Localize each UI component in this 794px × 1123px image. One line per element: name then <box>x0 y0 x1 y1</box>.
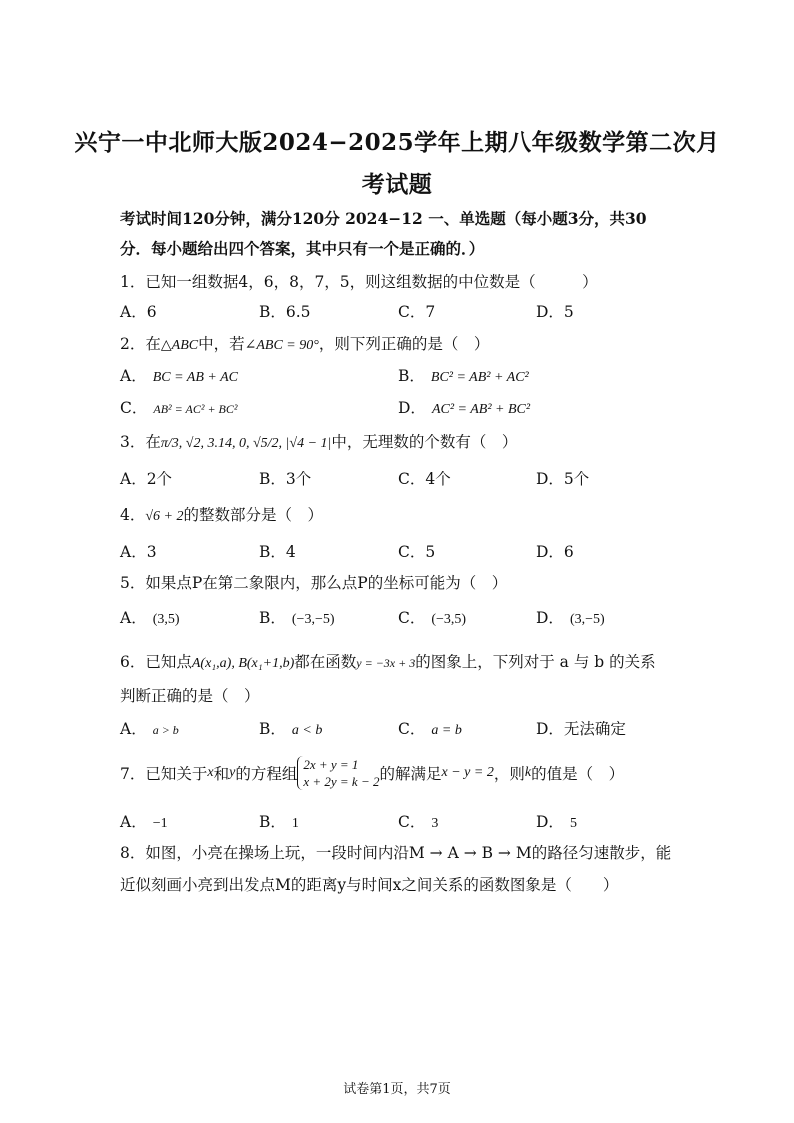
q3-stem-post: 中，无理数的个数有（ ） <box>331 433 518 451</box>
q1-option-a: A．6 <box>120 303 157 321</box>
q7-stem-math: x − y = 2 <box>441 765 494 780</box>
q6-stem-math-points: A(x₁,a), B(x₁+1,b) <box>191 656 295 671</box>
question-5-stem: 5．如果点P在第二象限内，那么点P的坐标可能为（ ） <box>120 574 508 592</box>
question-7-stem <box>120 753 624 793</box>
q5-option-d-label: D． <box>536 609 564 627</box>
q6-stem-pre: 6．已知点 <box>120 653 192 671</box>
q7-equation-system <box>297 756 379 790</box>
q3-stem-math: π/3, √2, 3.14, 0, √5/2, |√4 − 1| <box>160 436 332 451</box>
q5-option-a-label: A． <box>120 609 147 627</box>
q3-option-c: C．4个 <box>398 470 451 488</box>
q7-option-a-math: −1 <box>152 816 168 831</box>
q6-stem-mid: 都在函数 <box>294 653 357 671</box>
exam-title-line2: 考试题 <box>361 171 433 198</box>
q6-option-b-math: a < b <box>291 723 323 738</box>
exam-info-line2: 分．每小题给出四个答案，其中只有一个是正确的．） <box>120 239 485 258</box>
q4-option-b: B．4 <box>259 543 296 561</box>
q7-var-x: x <box>207 765 214 780</box>
q5-option-a-math: (3,5) <box>152 612 180 627</box>
q2-stem-post: ，则下列正确的是（ ） <box>318 335 490 353</box>
q7-option-d <box>536 810 577 832</box>
q2-stem-math-angle: ∠ABC = 90° <box>244 338 319 353</box>
question-3-stem <box>120 430 517 452</box>
q2-stem-mid: 中，若 <box>198 335 245 353</box>
q7-equation-2: x + 2y = k − 2 <box>303 774 380 789</box>
exam-info-line1: 考试时间120分钟，满分120分 2024−12 一、单选题（每小题3分，共30 <box>120 209 647 228</box>
q2-option-b-math: BC² = AB² + AC² <box>430 370 529 385</box>
q7-stem-pre: 7．已知关于 <box>120 765 208 783</box>
q6-option-a <box>120 717 179 739</box>
q5-option-d <box>536 606 605 628</box>
q6-stem-post: 的图象上，下列对于 a 与 b 的关系 <box>415 653 656 671</box>
q5-option-c <box>398 606 466 628</box>
q5-option-b <box>259 606 335 628</box>
q7-stem-post1: ，则 <box>493 765 525 783</box>
q4-stem-pre: 4． <box>120 506 146 524</box>
q7-stem-mid: 的解满足 <box>379 765 442 783</box>
q4-option-a: A．3 <box>120 543 157 561</box>
q7-option-a <box>120 810 168 832</box>
q7-option-c-math: 3 <box>431 816 439 831</box>
q5-option-c-label: C． <box>398 609 426 627</box>
q6-option-c-label: C． <box>398 720 426 738</box>
q2-stem-pre: 2．在 <box>120 335 161 353</box>
page-footer: 试卷第1页，共7页 <box>343 1082 451 1097</box>
q2-option-d-math: AC² = AB² + BC² <box>431 402 531 417</box>
q6-option-c-math: a = b <box>431 723 462 738</box>
question-4-stem <box>120 503 323 525</box>
q4-option-c: C．5 <box>398 543 436 561</box>
q4-option-d: D．6 <box>536 543 574 561</box>
q2-option-d <box>398 396 530 418</box>
q7-stem-sys-label: 的方程组 <box>235 765 298 783</box>
q1-option-d: D．5 <box>536 303 574 321</box>
q7-option-d-label: D． <box>536 813 564 831</box>
q3-stem-pre: 3．在 <box>120 433 161 451</box>
q7-option-b <box>259 810 299 832</box>
exam-title-line1: 兴宁一中北师大版2024−2025学年上期八年级数学第二次月 <box>74 129 720 156</box>
q6-option-a-label: A． <box>120 720 147 738</box>
q7-option-b-label: B． <box>259 813 286 831</box>
q2-option-a-label: A． <box>120 367 147 385</box>
question-6-stem-line2: 判断正确的是（ ） <box>120 687 260 705</box>
q2-option-c-label: C． <box>120 399 148 417</box>
q6-option-d: D．无法确定 <box>536 720 626 738</box>
q4-stem-math: √6 + 2 <box>145 509 184 524</box>
q4-stem-post: 的整数部分是（ ） <box>183 506 324 524</box>
q6-option-b-label: B． <box>259 720 286 738</box>
q3-option-b: B．3个 <box>259 470 312 488</box>
q2-option-b-label: B． <box>398 367 425 385</box>
q7-stem-post2: 的值是（ ） <box>531 765 625 783</box>
q1-option-c: C．7 <box>398 303 436 321</box>
q5-option-b-math: (−3,−5) <box>291 612 335 627</box>
q7-var-y: y <box>229 765 236 780</box>
question-2-stem <box>120 332 489 354</box>
q2-stem-math-triangle: △ABC <box>160 338 199 353</box>
q2-option-d-label: D． <box>398 399 426 417</box>
q5-option-a <box>120 606 180 628</box>
q7-option-b-math: 1 <box>291 816 299 831</box>
q6-option-b <box>259 717 322 739</box>
q2-option-c <box>120 396 237 418</box>
q2-option-a-math: BC = AB + AC <box>152 370 238 385</box>
q7-option-c <box>398 810 438 832</box>
question-8-stem-line2: 近似刻画小亮到出发点M的距离y与时间x之间关系的函数图象是（ ） <box>120 876 619 894</box>
q6-option-a-math: a > b <box>152 723 179 737</box>
question-1-stem: 1．已知一组数据4，6，8，7，5，则这组数据的中位数是（ ） <box>120 273 598 291</box>
q7-equation-1: 2x + y = 1 <box>303 757 359 772</box>
q6-option-c <box>398 717 462 739</box>
q7-option-c-label: C． <box>398 813 426 831</box>
q1-option-b: B．6.5 <box>259 303 311 321</box>
q3-option-d: D．5个 <box>536 470 590 488</box>
q5-option-c-math: (−3,5) <box>431 612 467 627</box>
q2-option-b <box>398 364 529 386</box>
q3-option-a: A．2个 <box>120 470 173 488</box>
q2-option-c-math: AB² = AC² + BC² <box>153 402 238 416</box>
q2-option-a <box>120 364 238 386</box>
question-8-stem-line1: 8．如图，小亮在操场上玩，一段时间内沿M → A → B → M的路径匀速散步，能 <box>120 844 672 862</box>
q7-var-k: k <box>524 765 532 780</box>
q7-option-d-math: 5 <box>569 816 577 831</box>
question-6-stem-line1 <box>120 650 656 672</box>
q5-option-b-label: B． <box>259 609 286 627</box>
q6-stem-math-function: y = −3x + 3 <box>356 656 416 670</box>
q7-stem-and: 和 <box>213 765 230 783</box>
q7-option-a-label: A． <box>120 813 147 831</box>
q5-option-d-math: (3,−5) <box>569 612 605 627</box>
